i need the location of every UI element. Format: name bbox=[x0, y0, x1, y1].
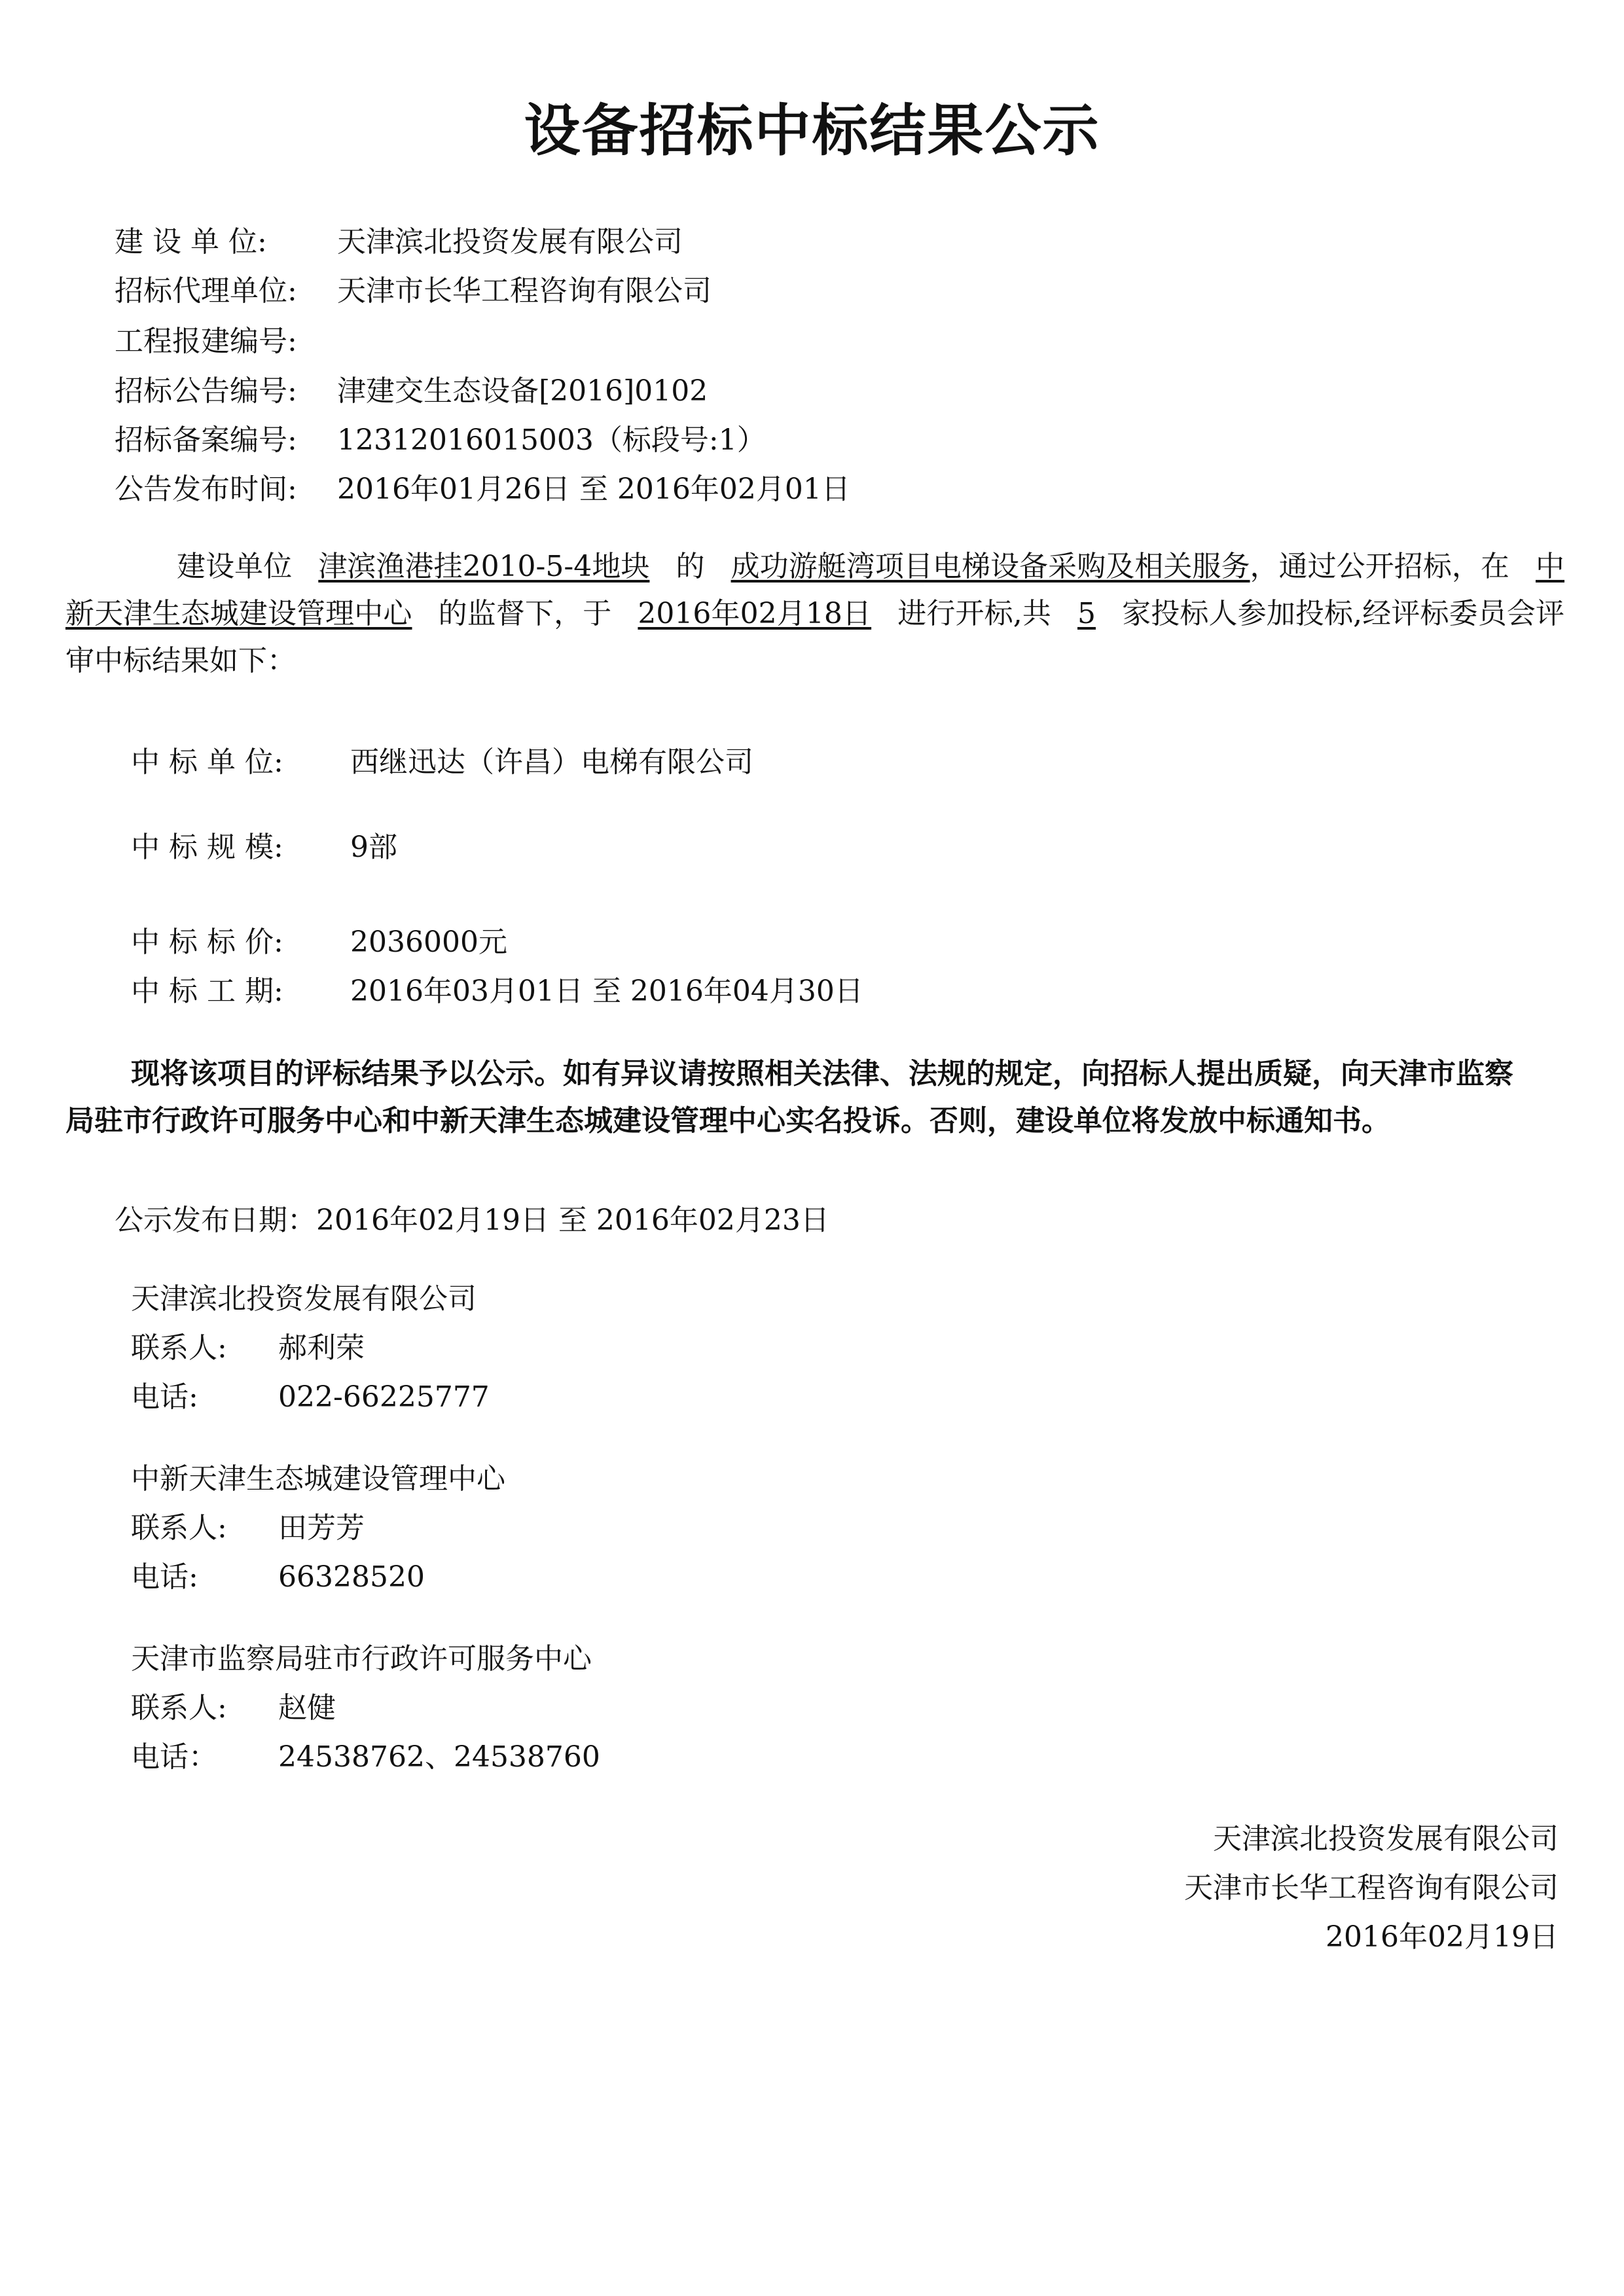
project-name: 成功游艇湾项目电梯设备采购及相关服务 bbox=[731, 550, 1250, 583]
notice-paragraph: 现将该项目的评标结果予以公示。如有异议请按照相关法律、法规的规定，向招标人提出质疑，向天津市监察局驻市行政许可服务中心和中新天津生态城建设管理中心实名投诉。否则，建设单位将发放中标通知书。 bbox=[65, 1057, 1513, 1138]
contact-person-name: 田芳芳 bbox=[278, 1511, 365, 1545]
result-value: 9部 bbox=[350, 831, 397, 864]
contact-phone-label: 电话: bbox=[131, 1380, 198, 1414]
field-label: 公告发布时间: bbox=[115, 473, 297, 506]
field-label: 建 设 单 位: bbox=[115, 225, 267, 259]
field-label: 招标备案编号: bbox=[115, 423, 297, 457]
field-announcement-number bbox=[115, 372, 708, 411]
result-period bbox=[131, 972, 863, 1011]
contact-phone-number: 24538762、24538760 bbox=[278, 1740, 600, 1774]
body-text: 的监督下，于 bbox=[438, 597, 612, 630]
contact-phone-label: 电话: bbox=[131, 1560, 198, 1594]
signature-date: 2016年02月19日 bbox=[1326, 1920, 1559, 1954]
contact-person bbox=[131, 1329, 365, 1368]
signature-org-2: 天津市长华工程咨询有限公司 bbox=[1184, 1871, 1559, 1905]
contact-org: 天津滨北投资发展有限公司 bbox=[131, 1282, 477, 1316]
body-text: 建设单位 bbox=[177, 550, 293, 583]
publish-value: 2016年02月19日 至 2016年02月23日 bbox=[316, 1204, 829, 1237]
body-text: 进行开标,共 bbox=[897, 597, 1051, 630]
field-label: 工程报建编号: bbox=[115, 325, 297, 358]
plot-name: 津滨渔港挂2010-5-4地块 bbox=[318, 550, 650, 583]
result-label: 中 标 单 位: bbox=[131, 745, 283, 779]
result-winner bbox=[131, 743, 753, 782]
page-title: 设备招标中标结果公示 bbox=[524, 98, 1100, 164]
opening-date: 2016年02月18日 bbox=[638, 597, 872, 630]
contact-org: 天津市监察局驻市行政许可服务中心 bbox=[131, 1642, 592, 1676]
field-label: 招标代理单位: bbox=[115, 274, 297, 308]
contact-phone bbox=[131, 1378, 490, 1417]
field-construction-unit bbox=[115, 223, 683, 262]
contact-person-label: 联系人: bbox=[131, 1691, 227, 1725]
field-value: 天津滨北投资发展有限公司 bbox=[337, 225, 683, 259]
contact-person-label: 联系人: bbox=[131, 1511, 227, 1545]
contact-person-label: 联系人: bbox=[131, 1331, 227, 1365]
field-record-number bbox=[115, 421, 766, 460]
result-label: 中 标 规 模: bbox=[131, 831, 283, 864]
contact-person bbox=[131, 1509, 365, 1548]
field-announcement-time bbox=[115, 470, 850, 509]
contact-phone bbox=[131, 1558, 425, 1597]
field-value: 12312016015003（标段号:1） bbox=[337, 423, 766, 457]
signature-org-1: 天津滨北投资发展有限公司 bbox=[1213, 1822, 1559, 1856]
field-agency bbox=[115, 272, 712, 311]
contact-person-name: 赵健 bbox=[278, 1691, 336, 1725]
contact-phone bbox=[131, 1738, 600, 1777]
field-value: 2016年01月26日 至 2016年02月01日 bbox=[337, 473, 850, 506]
result-label: 中 标 工 期: bbox=[131, 975, 283, 1008]
publish-date bbox=[115, 1201, 829, 1240]
contact-person bbox=[131, 1689, 336, 1728]
contact-phone-number: 66328520 bbox=[278, 1560, 425, 1594]
result-value: 2036000元 bbox=[350, 925, 507, 959]
field-value: 天津市长华工程咨询有限公司 bbox=[337, 274, 712, 308]
field-value: 津建交生态设备[2016]0102 bbox=[337, 374, 708, 408]
result-price bbox=[131, 923, 507, 962]
result-label: 中 标 标 价: bbox=[131, 925, 283, 959]
body-text: ，通过公开招标，在 bbox=[1250, 550, 1509, 583]
contact-phone-number: 022-66225777 bbox=[278, 1380, 490, 1414]
supervisor-name: 中新天津生态城建设管理中心 bbox=[65, 550, 1565, 630]
bidder-count: 5 bbox=[1077, 597, 1096, 630]
contact-person-name: 郝利荣 bbox=[278, 1331, 365, 1365]
result-value: 2016年03月01日 至 2016年04月30日 bbox=[350, 975, 863, 1008]
result-scale bbox=[131, 828, 397, 867]
field-label: 招标公告编号: bbox=[115, 374, 297, 408]
body-text: 家投标人参加投标,经评标委员会评审中标结果如下： bbox=[65, 597, 1565, 677]
field-project-number bbox=[115, 322, 337, 361]
publish-label: 公示发布日期： bbox=[115, 1204, 316, 1237]
body-paragraph bbox=[65, 543, 1564, 685]
contact-org: 中新天津生态城建设管理中心 bbox=[131, 1462, 505, 1496]
body-text: 的 bbox=[676, 550, 705, 583]
contact-phone-label: 电话： bbox=[131, 1740, 217, 1774]
result-value: 西继迅达（许昌）电梯有限公司 bbox=[350, 745, 753, 779]
